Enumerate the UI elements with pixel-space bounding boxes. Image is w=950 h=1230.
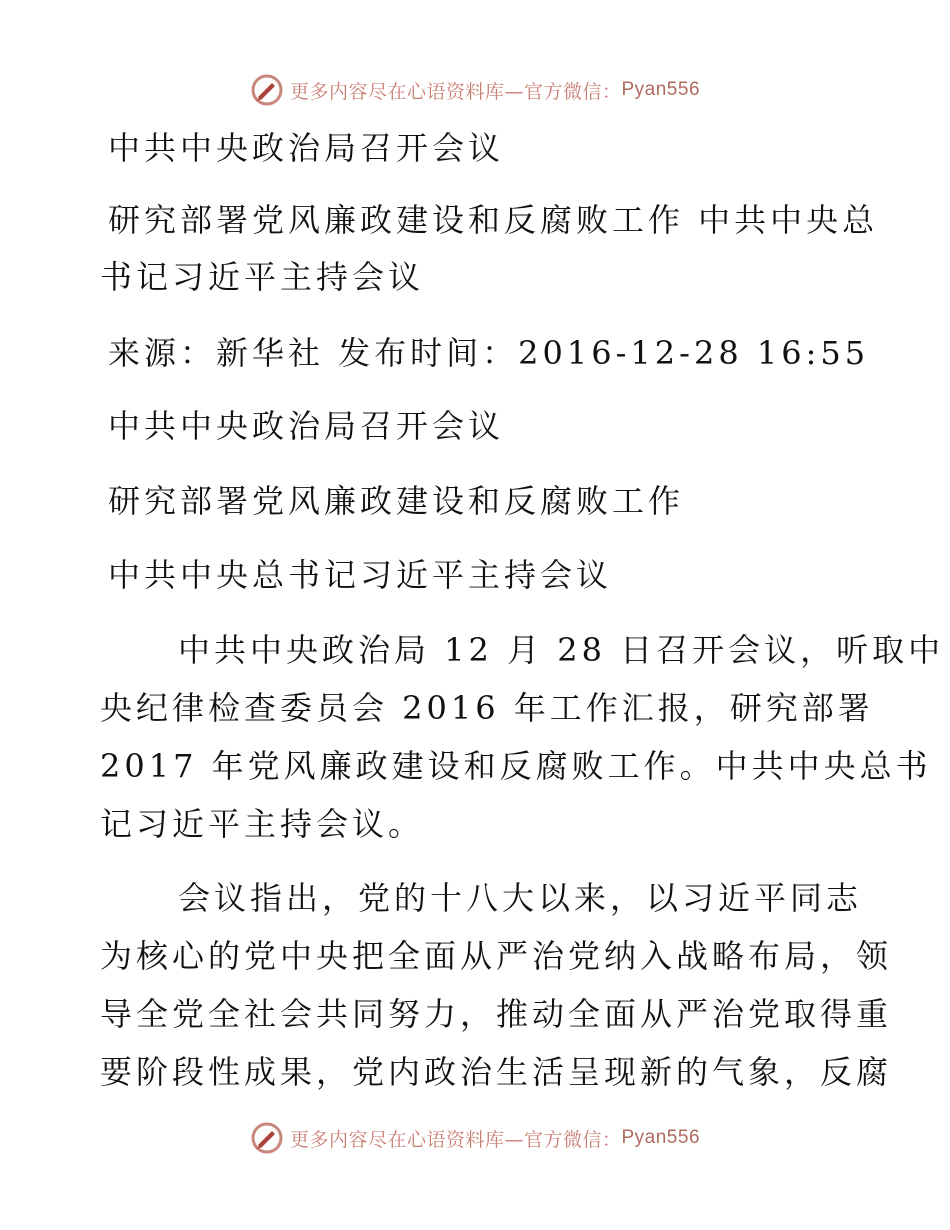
paragraph-1-line-1: 中共中央政治局 12 月 28 日召开会议，听取中 xyxy=(178,631,945,669)
paragraph-1-line-4: 记习近平主持会议。 xyxy=(100,805,425,843)
paragraph-2-line-3: 导全党全社会共同努力，推动全面从严治党取得重 xyxy=(100,995,893,1033)
paragraph-2-line-4: 要阶段性成果，党内政治生活呈现新的气象，反腐 xyxy=(100,1053,893,1091)
watermark-contact: Pyan556 xyxy=(621,79,701,100)
watermark-contact: Pyan556 xyxy=(621,1127,701,1148)
doc-heading-3: 中共中央总书记习近平主持会议 xyxy=(108,556,613,594)
header-watermark xyxy=(0,70,950,110)
paragraph-1-line-2: 央纪律检查委员会 2016 年工作汇报，研究部署 xyxy=(100,689,874,727)
watermark-text: 更多内容尽在心语资料库—官方微信： xyxy=(289,1128,622,1151)
book-quill-logo-icon xyxy=(250,73,284,107)
doc-subtitle-line-1: 研究部署党风廉政建设和反腐败工作 中共中央总 xyxy=(108,201,879,239)
doc-heading-1: 中共中央政治局召开会议 xyxy=(108,407,505,445)
doc-title: 中共中央政治局召开会议 xyxy=(108,129,505,167)
doc-heading-2: 研究部署党风廉政建设和反腐败工作 xyxy=(108,482,685,520)
footer-watermark xyxy=(0,1118,950,1158)
paragraph-1-line-3: 2017 年党风廉政建设和反腐败工作。中共中央总书 xyxy=(100,747,932,785)
doc-source: 来源：新华社 发布时间：2016-12-28 16:55 xyxy=(108,334,870,372)
paragraph-2-line-1: 会议指出，党的十八大以来，以习近平同志 xyxy=(178,879,863,917)
book-quill-logo-icon xyxy=(250,1121,284,1155)
watermark-text: 更多内容尽在心语资料库—官方微信： xyxy=(289,80,622,103)
paragraph-2-line-2: 为核心的党中央把全面从严治党纳入战略布局，领 xyxy=(100,937,893,975)
doc-subtitle-line-2: 书记习近平主持会议 xyxy=(100,258,425,296)
